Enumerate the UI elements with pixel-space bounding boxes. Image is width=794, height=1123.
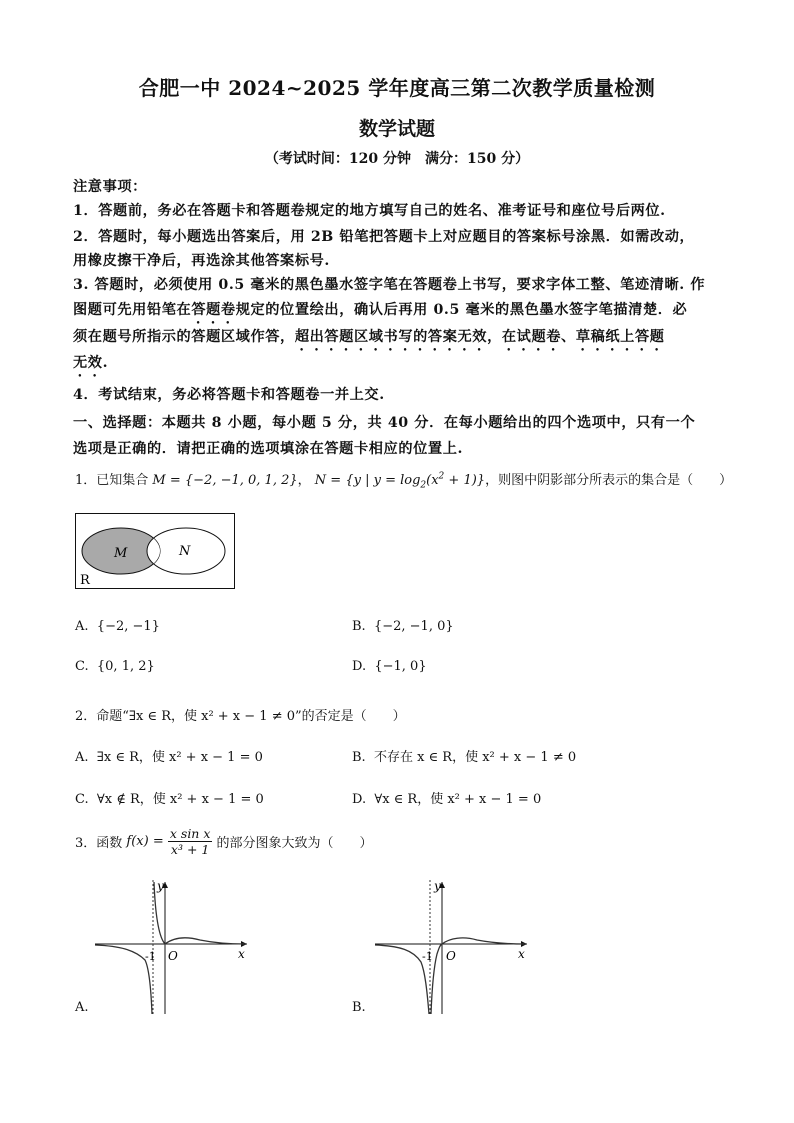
q1-option-c [75, 659, 155, 674]
emphasized-text: 无效. [73, 355, 109, 371]
option-text: ∃x ∈ R，使 x² + x − 1 = 0 [96, 750, 263, 765]
notice-text: 图题可先用铅笔在 [73, 302, 192, 318]
notice-item-3-line-4 [73, 352, 108, 380]
curve-left-branch [95, 945, 152, 1014]
neg-one-label: -1 [145, 950, 156, 963]
option-text: {−2, −1} [96, 619, 160, 634]
q1-option-b [352, 619, 454, 634]
option-text: {0, 1, 2} [96, 659, 155, 674]
option-text: {−1, 0} [374, 659, 427, 674]
label-m: M [114, 546, 128, 561]
q2-option-d [352, 788, 541, 807]
set-n-expression [314, 471, 486, 491]
emphasized-text: 超出答题区域书写的答案无效 [294, 329, 488, 345]
option-letter: B. [352, 619, 366, 634]
notice-item-1: 1．答题前，务必在答题卡和答题卷规定的地方填写自己的姓名、准考证号和座位号后两位. [73, 203, 666, 219]
notice-text: 规定的位置绘出，确认后再用 0.5 毫米的黑色墨水签字笔描清楚．必 [235, 302, 688, 318]
curve-left-branch [375, 945, 429, 1014]
notice-item-2-line-1: 2．答题时，每小题选出答案后，用 2B 铅笔把答题卡上对应题目的答案标号涂黑．如需改动， [73, 229, 695, 245]
numerator: x sin x [169, 826, 211, 841]
question-text: ，则图中阴影部分所表示的集合是（ ） [485, 473, 733, 488]
q1-option-d [352, 659, 427, 674]
exam-info: （考试时间：120 分钟 满分：150 分） [264, 151, 530, 167]
function-fraction [168, 826, 213, 857]
q1-option-a [75, 619, 160, 634]
emphasized-text: 答题卷 [191, 302, 236, 318]
option-letter: A. [75, 619, 89, 634]
notice-item-3-line-1: 3. 答题时，必须使用 0.5 毫米的黑色墨水签字笔在答题卷上书写，要求字体工整、笔迹清晰. 作 [73, 277, 706, 293]
y-label: y [434, 879, 441, 893]
section-1-line-1: 一、选择题：本题共 8 小题，每小题 5 分，共 40 分．在每小题给出的四个选项中，只有一个 [73, 415, 696, 431]
question-text: 1．已知集合 [75, 473, 149, 488]
notice-item-3-line-3 [73, 326, 665, 354]
neg-one-label: -1 [422, 950, 433, 963]
question-1-stem [75, 469, 732, 491]
notice-text: 须在题号所指示的答题区域作答， [73, 329, 295, 345]
q3-option-b-label: B. [352, 1000, 366, 1015]
question-text: 3．函数 [75, 836, 123, 851]
exam-title: 合肥一中 2024~2025 学年度高三第二次教学质量检测 [138, 76, 656, 100]
option-letter: B. [352, 750, 366, 765]
notice-heading: 注意事项： [73, 179, 147, 195]
option-letter: C. [75, 792, 89, 807]
curve-right-branch [154, 882, 245, 944]
origin-label: O [168, 949, 178, 963]
question-3-stem [75, 826, 373, 857]
q3-option-a-label: A. [75, 1000, 89, 1015]
exponent: 2 [438, 471, 445, 482]
venn-diagram [75, 513, 235, 589]
y-label: y [157, 879, 164, 893]
option-text: {−2, −1, 0} [373, 619, 454, 634]
set-n-part: + 1)} [444, 473, 486, 488]
notice-text: ， [487, 329, 502, 345]
option-text: ∀x ∈ R，使 x² + x − 1 = 0 [374, 792, 542, 807]
notice-item-3-line-2 [73, 299, 687, 327]
option-text: ∀x ∉ R，使 x² + x − 1 = 0 [96, 792, 264, 807]
set-n-part: (x [426, 473, 439, 488]
emphasized-text: 在试题卷、草稿纸上答题 [501, 329, 665, 345]
option-text: 不存在 x ∈ R，使 x² + x − 1 ≠ 0 [373, 750, 577, 765]
function-name: f(x) = [126, 834, 164, 849]
x-label: x [238, 947, 245, 961]
question-2-stem: 2．命题“∃x ∈ R，使 x² + x − 1 ≠ 0”的否定是（ ） [75, 709, 406, 724]
question-text: ， [297, 473, 311, 488]
option-letter: D. [352, 659, 367, 674]
option-letter: C. [75, 659, 89, 674]
set-n-part: N = {y | y = log [314, 473, 421, 488]
question-text: 的部分图象大致为（ ） [216, 836, 373, 851]
q2-option-b [352, 746, 576, 765]
label-r: R [80, 573, 90, 588]
option-letter: A. [75, 750, 89, 765]
log-base: 2 [420, 480, 427, 491]
x-label: x [518, 947, 525, 961]
q2-option-a [75, 746, 263, 765]
label-n: N [179, 544, 191, 559]
subject-title: 数学试题 [358, 118, 435, 140]
option-letter: D. [352, 792, 367, 807]
notice-item-4: 4．考试结束，务必将答题卡和答题卷一并上交. [73, 387, 385, 403]
denominator: x³ + 1 [170, 842, 210, 857]
origin-label: O [446, 949, 456, 963]
section-1-line-2: 选项是正确的．请把正确的选项填涂在答题卡相应的位置上. [73, 441, 464, 457]
q2-option-c [75, 788, 264, 807]
set-m-expression: M = {−2, −1, 0, 1, 2} [152, 473, 298, 488]
graph-option-a [95, 878, 255, 1018]
graph-option-b [375, 878, 535, 1018]
notice-item-2-line-2: 用橡皮擦干净后，再选涂其他答案标号. [73, 253, 330, 269]
